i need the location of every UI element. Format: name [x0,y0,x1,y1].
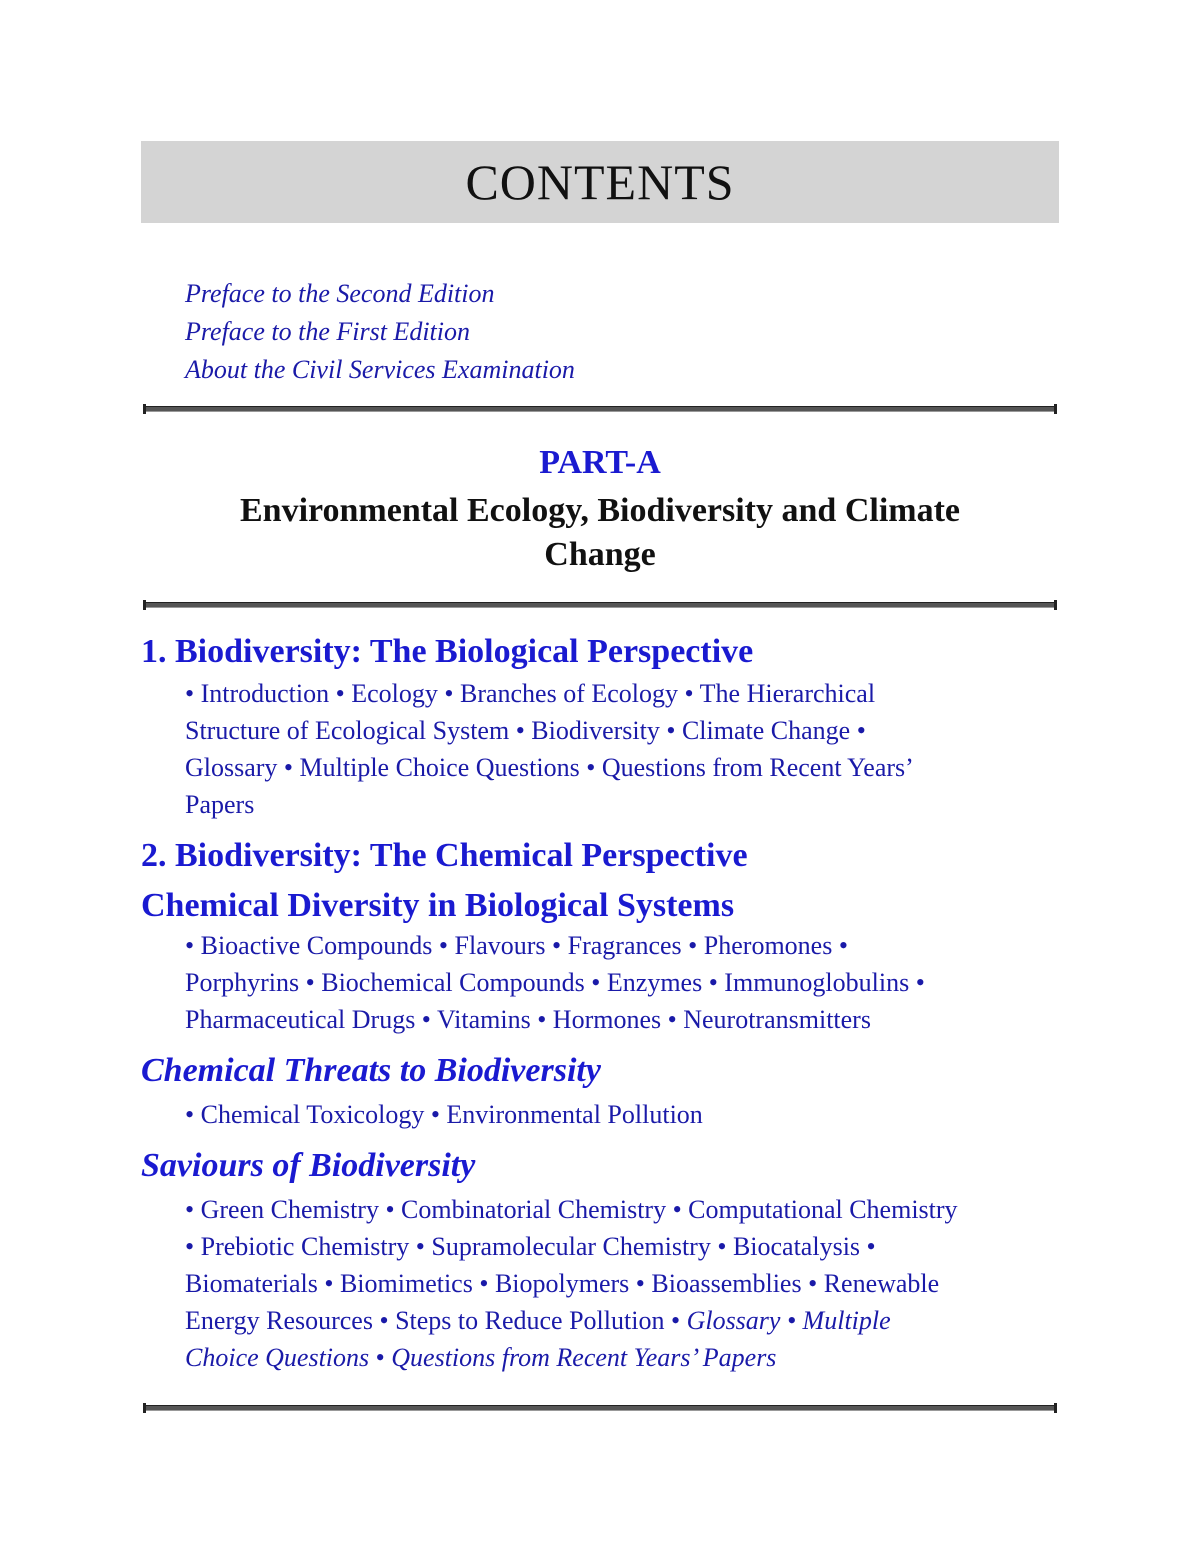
chapter-2-topics [141,927,1059,1038]
contents-page [141,141,1059,1412]
topic-line [185,1302,1059,1339]
topic-line: Porphyrins • Biochemical Compounds • Enzymes • Immunoglobulins • [185,968,925,997]
divider [143,405,1057,413]
chapter-1-topics [141,675,1059,823]
about-exam-link[interactable]: About the Civil Services Examination [185,355,575,384]
chapter-2-subtitle[interactable]: Chemical Diversity in Biological Systems [141,887,735,924]
topic-line: • Green Chemistry • Combinatorial Chemistry • Computational Chemistry [185,1195,958,1224]
topic-line: Structure of Ecological System • Biodiversity • Climate Change • [185,716,866,745]
chemical-threats-title[interactable]: Chemical Threats to Biodiversity [141,1052,601,1089]
topic-line: Glossary • Multiple Choice Questions • Questions from Recent Years’ [185,753,914,782]
chapter-2-title[interactable]: 2. Biodiversity: The Chemical Perspective [141,837,748,874]
chapter-1-title[interactable]: 1. Biodiversity: The Biological Perspective [141,633,754,670]
preface-list [141,275,1059,389]
topic-line: Pharmaceutical Drugs • Vitamins • Hormones • Neurotransmitters [185,1005,871,1034]
topic-line: • Prebiotic Chemistry • Supramolecular Chemistry • Biocatalysis • [185,1232,876,1261]
saviours-title[interactable]: Saviours of Biodiversity [141,1147,476,1184]
topic-line: • Chemical Toxicology • Environmental Pollution [185,1100,703,1129]
topic-line [185,1339,1059,1376]
topic-line: • Introduction • Ecology • Branches of Ecology • The Hierarchical [185,679,876,708]
chemical-threats-topics [141,1096,1059,1133]
topic-text-italic: Choice Questions [185,1343,370,1372]
topic-text: Energy Resources • Steps to Reduce Pollution • [185,1306,681,1335]
topic-line: Biomaterials • Biomimetics • Biopolymers • Bioassemblies • Renewable [185,1269,940,1298]
topic-text-italic: Questions from Recent Years’ Papers [391,1343,777,1372]
divider [143,601,1057,609]
topic-text-italic: Glossary • Multiple [686,1306,891,1335]
contents-heading: CONTENTS [141,141,1059,223]
part-label: PART-A [539,444,661,481]
topic-line: • Bioactive Compounds • Flavours • Fragrances • Pheromones • [185,931,848,960]
topic-text: • [375,1343,385,1372]
preface-second-edition-link[interactable]: Preface to the Second Edition [185,279,495,308]
topic-line: Papers [185,790,255,819]
saviours-topics [141,1191,1059,1376]
preface-first-edition-link[interactable]: Preface to the First Edition [185,317,470,346]
part-title: Environmental Ecology, Biodiversity and Climate Change [239,492,960,573]
divider [143,1404,1057,1412]
